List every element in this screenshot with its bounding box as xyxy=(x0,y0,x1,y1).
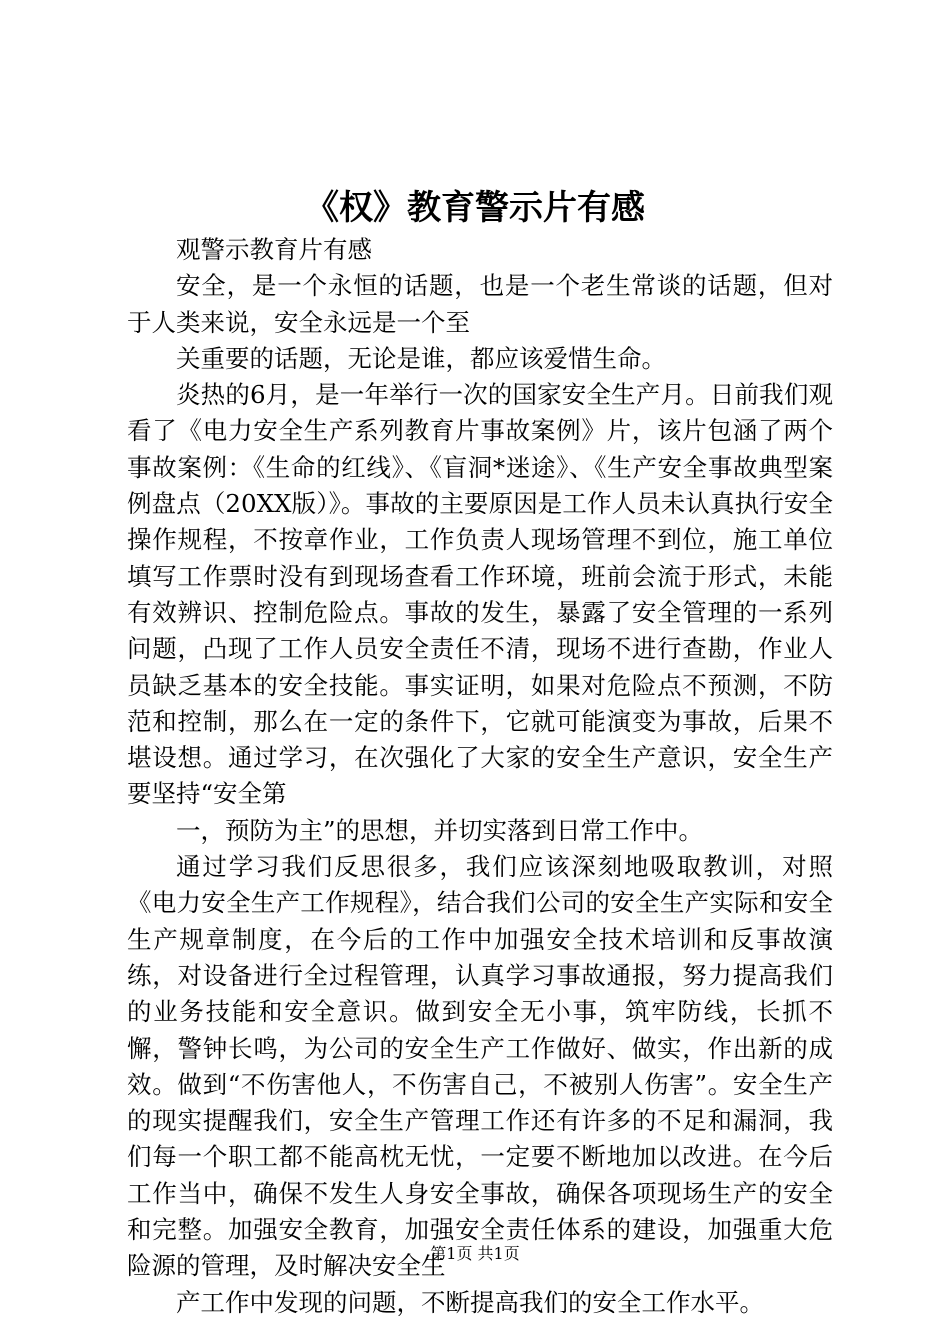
paragraph-reflection: 通过学习我们反思很多，我们应该深刻地吸取教训，对照《电力安全生产工作规程》，结合我们公司的安全生产实际和安全生产规章制度，在今后的工作中加强安全技术培训和反事故演练，对设备进行全过程管理，认真学习事故通报，努力提高我们的业务技能和安全意识。做到安全无小事，筑牢防线，长抓不懈，警钟长鸣，为公司的安全生产工作做好、做实，作出新的成效。做到“不伤害他人，不伤害自己，不被别人伤害”。安全生产的现实提醒我们，安全生产管理工作还有许多的不足和漏洞，我们每一个职工都不能高枕无忧，一定要不断地加以改进。在今后工作当中，确保不发生人身安全事故，确保各项现场生产的安全和完整。加强安全教育，加强安全责任体系的建设，加强重大危险源的管理，及时解决安全生 xyxy=(127,852,833,1281)
paragraph-intro-continued: 关重要的话题，无论是谁，都应该爱惜生命。 xyxy=(176,343,666,373)
paragraph-intro: 安全，是一个永恒的话题，也是一个老生常谈的话题，但对于人类来说，安全永远是一个至 xyxy=(127,271,833,337)
document-title: 《权》教育警示片有感 xyxy=(305,188,645,228)
paragraph-reflection-continued: 产工作中发现的问题，不断提高我们的安全工作水平。 xyxy=(176,1287,764,1317)
document-body xyxy=(127,232,833,1321)
paragraph-subtitle: 观警示教育片有感 xyxy=(176,235,372,264)
paragraph-accident-cases: 炎热的6月，是一年举行一次的国家安全生产月。日前我们观看了《电力安全生产系列教育片事故案例》片，该片包涵了两个事故案例：《生命的红线》、《盲洞*迷途》、《生产安全事故典型案例盘点（20XX版）》。事故的主要原因是工作人员未认真执行安全操作规程，不按章作业，工作负责人现场管理不到位，施工单位填写工作票时没有到现场查看工作环境，班前会流于形式，未能有效辨识、控制危险点。事故的发生，暴露了安全管理的一系列问题，凸现了工作人员安全责任不清，现场不进行查勘，作业人员缺乏基本的安全技能。事实证明，如果对危险点不预测，不防范和控制，那么在一定的条件下，它就可能演变为事故，后果不堪设想。通过学习，在次强化了大家的安全生产意识，安全生产要坚持“安全第 xyxy=(127,380,833,809)
page-number-footer: 第1页 共1页 xyxy=(430,1244,520,1263)
paragraph-accident-cases-continued: 一，预防为主”的思想，并切实落到日常工作中。 xyxy=(176,815,704,845)
